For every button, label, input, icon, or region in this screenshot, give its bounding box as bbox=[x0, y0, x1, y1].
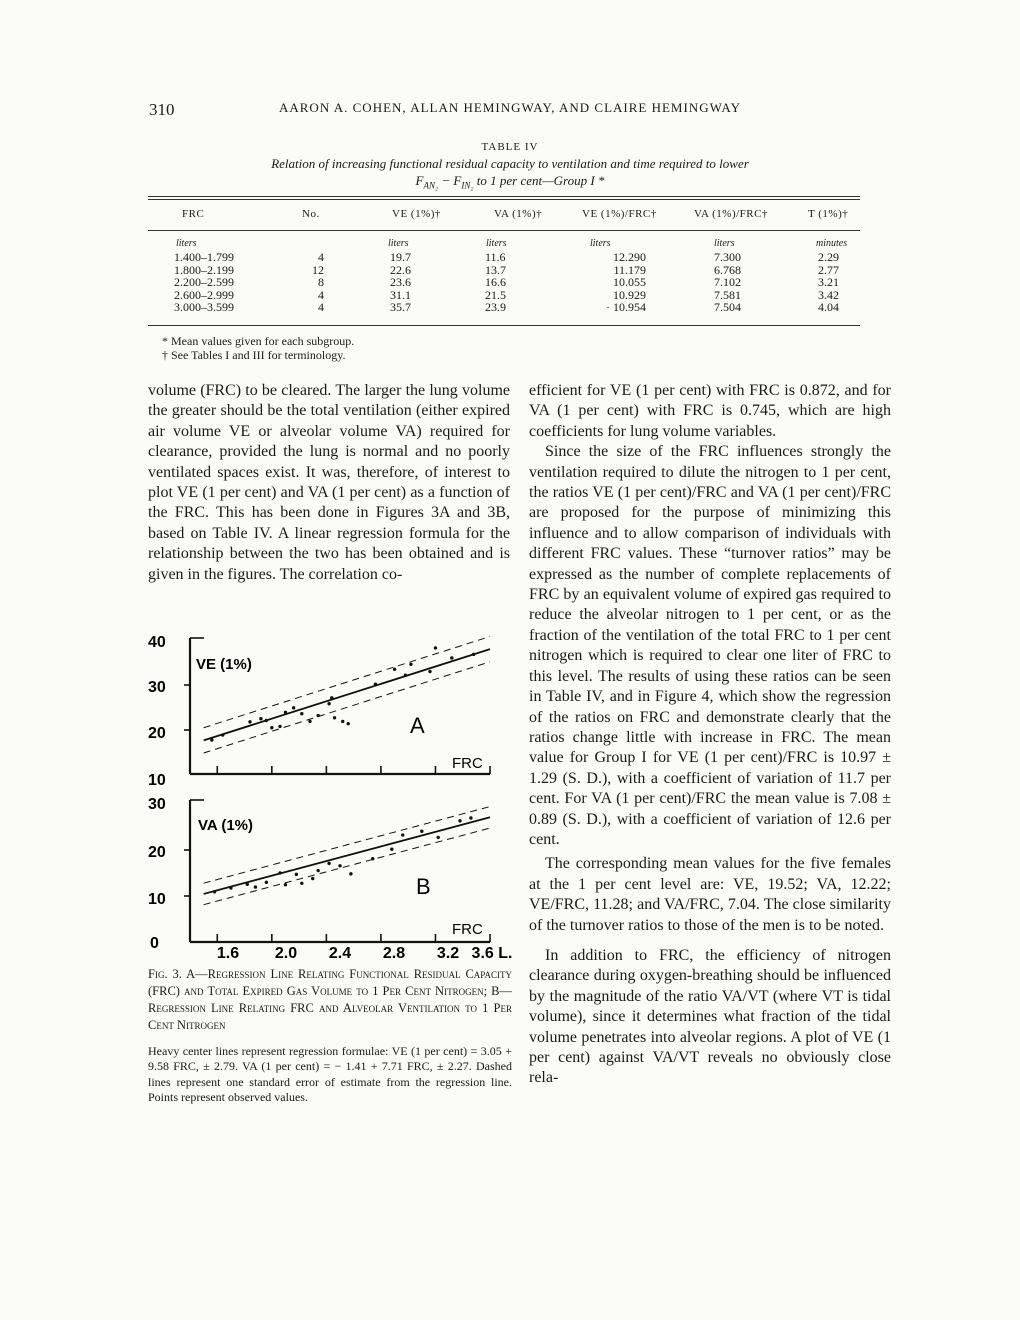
panel-b-point-17 bbox=[420, 830, 423, 833]
panel-b-point-19 bbox=[458, 819, 461, 822]
panel-a-title: VE (1%) bbox=[196, 656, 252, 673]
x-ticklabel-2-4: 2.4 bbox=[328, 945, 352, 958]
right-paragraph-3: The corresponding mean values for the five females at the 1 per cent level are: VE, 19.52; VA, 12.22; VE/FRC, 11.28; and VA/FRC, 7.04. The close similarity of the turnover ratios to those of the men is to be noted. bbox=[529, 855, 891, 934]
panel-b-point-1 bbox=[229, 886, 232, 889]
figure-caption-block bbox=[148, 966, 512, 1105]
panel-a-x-ticks bbox=[217, 766, 490, 774]
col-header-va-frc: VA (1%)/FRC† bbox=[694, 208, 768, 220]
table-footnote-1: * Mean values given for each subgroup. bbox=[162, 334, 355, 348]
unit-va-frc: liters bbox=[714, 238, 735, 249]
left-column-text: volume (FRC) to be cleared. The larger the lung volume the greater should be the total ventilation (either expired air volume VE or alveolar volume VA) required for clearance, provided the lung is normal and no poorly ventilated spaces exist. It was, therefore, of interest to plot VE (1 per cent) and VA (1 per cent) as a function of the FRC. This has been done in Figures 3A and 3B, based on Table IV. A linear regression formula for the relationship between the two has been obtained and is given in the figures. The correlation co- bbox=[148, 382, 510, 583]
panel-a-point-13 bbox=[330, 696, 333, 699]
panel-b-ytick-0: 0 bbox=[150, 935, 159, 952]
panel-a-point-19 bbox=[404, 673, 407, 676]
panel-a-point-21 bbox=[428, 670, 431, 673]
panel-a-ytick-30: 30 bbox=[148, 679, 166, 696]
unit-va: liters bbox=[486, 238, 507, 249]
panel-a-point-22 bbox=[434, 646, 437, 649]
panel-b-point-20 bbox=[469, 816, 472, 819]
col-ve: 19.7 22.6 23.6 31.1 35.7 bbox=[390, 250, 411, 315]
table-header-rule bbox=[148, 230, 860, 231]
panel-b-point-9 bbox=[311, 877, 314, 880]
figure-3 bbox=[148, 628, 516, 958]
panel-a-point-11 bbox=[316, 714, 319, 717]
panel-b-point-10 bbox=[316, 869, 319, 872]
table-label: TABLE IV bbox=[481, 141, 539, 153]
x-ticklabel-3-2: 3.2 bbox=[436, 945, 460, 958]
panel-b-point-6 bbox=[284, 883, 287, 886]
panel-a-point-10 bbox=[308, 720, 311, 723]
panel-b-ytick-30: 30 bbox=[148, 796, 166, 813]
col-header-va: VA (1%)† bbox=[494, 208, 543, 220]
panel-b-xlabel: FRC bbox=[452, 921, 483, 938]
panel-a-point-15 bbox=[341, 720, 344, 723]
table-caption bbox=[200, 156, 820, 194]
panel-a-upper-se-line bbox=[204, 637, 490, 728]
panel-a-point-16 bbox=[346, 722, 349, 725]
col-header-ve: VE (1%)† bbox=[392, 208, 441, 220]
col-header-no: No. bbox=[302, 208, 320, 220]
col-header-frc: FRC bbox=[182, 208, 205, 220]
panel-a-point-1 bbox=[221, 733, 224, 736]
col-va: 11.6 13.7 16.6 21.5 23.9 bbox=[485, 250, 506, 315]
panel-a-point-9 bbox=[300, 712, 303, 715]
panel-b-point-11 bbox=[327, 862, 330, 865]
table-top-rule bbox=[148, 196, 860, 197]
figure-caption: Fig. 3. A—Regression Line Relating Functional Residual Capacity (FRC) and Total Expired Gas Volume to 1 Per Cent Nitrogen; B—Regression Line Relating FRC and Alveolar Ventilation to 1 Per Cent Nitrogen bbox=[148, 967, 512, 1032]
panel-a-ytick-40: 40 bbox=[148, 634, 166, 651]
panel-a-ytick-10: 10 bbox=[148, 772, 166, 789]
unit-frc: liters bbox=[176, 238, 197, 249]
table-caption-line1: Relation of increasing functional residual capacity to ventilation and time required to lower bbox=[271, 156, 749, 171]
panel-a-point-2 bbox=[248, 720, 251, 723]
panel-a-point-14 bbox=[333, 716, 336, 719]
panel-a-point-3 bbox=[259, 717, 262, 720]
col-header-t: T (1%)† bbox=[808, 208, 849, 220]
panel-a-point-0 bbox=[210, 738, 213, 741]
panel-b-point-2 bbox=[246, 883, 249, 886]
figure-note: Heavy center lines represent regression formulae: VE (1 per cent) = 3.05 + 9.58 FRC, ± 2.79. VA (1 per cent) = − 1.41 + 7.71 FRC, ± 2.27. Dashed lines represent one standard error of estimate from the regression line. Points represent observed values. bbox=[148, 1044, 512, 1104]
panel-b-point-16 bbox=[401, 833, 404, 836]
unit-t: minutes bbox=[816, 238, 848, 249]
panel-a-ytick-20: 20 bbox=[148, 725, 166, 742]
right-paragraph-4: In addition to FRC, the efficiency of nitrogen clearance during oxygen-breathing should be influenced by the magnitude of the ratio VA/VT (where VT is tidal volume), since it determines what fraction of the tidal volume penetrates into alveolar regions. A plot of VE (1 per cent) against VA/VT reveals no obviously close rela- bbox=[529, 946, 891, 1087]
table-bottom-rule bbox=[148, 325, 860, 326]
right-column-text bbox=[529, 381, 891, 1089]
panel-a-point-5 bbox=[270, 726, 273, 729]
col-ve-frc: 12.290 11.179 10.055 10.929 · 10.954 bbox=[606, 250, 646, 315]
right-paragraph-1: efficient for VE (1 per cent) with FRC is 0.872, and for VA (1 per cent) with FRC is 0.745, which are high coefficients for lung volume variables. bbox=[529, 382, 891, 440]
col-frc: 1.400–1.799 1.800–2.199 2.200–2.599 2.600–2.999 3.000–3.599 bbox=[174, 250, 234, 315]
x-ticklabel-1-6: 1.6 bbox=[216, 945, 240, 958]
panel-a-point-8 bbox=[292, 706, 295, 709]
panel-b-point-7 bbox=[295, 873, 298, 876]
col-va-frc: 7.300 6.768 7.102 7.581 7.504 bbox=[714, 250, 741, 315]
panel-b-ytick-10: 10 bbox=[148, 891, 166, 908]
panel-a-point-23 bbox=[450, 656, 453, 659]
col-no: 4 12 8 4 4 bbox=[312, 250, 324, 315]
col-header-ve-frc: VE (1%)/FRC† bbox=[582, 208, 657, 220]
x-ticklabel-2-8: 2.8 bbox=[382, 945, 406, 958]
panel-b-point-8 bbox=[300, 882, 303, 885]
table-top-rule-2 bbox=[148, 199, 860, 200]
panel-b-point-5 bbox=[278, 871, 281, 874]
panel-a-point-17 bbox=[374, 683, 377, 686]
panel-b-point-18 bbox=[436, 836, 439, 839]
table-footnote-2: † See Tables I and III for terminology. bbox=[162, 348, 346, 362]
panel-b-ytick-20: 20 bbox=[148, 844, 166, 861]
unit-ve: liters bbox=[388, 238, 409, 249]
panel-b-point-13 bbox=[349, 872, 352, 875]
panel-a-label: A bbox=[410, 713, 425, 738]
panel-b-title: VA (1%) bbox=[198, 817, 254, 834]
panel-a-point-20 bbox=[409, 663, 412, 666]
panel-b-point-3 bbox=[254, 885, 257, 888]
table-caption-line2: $F_{AN_2} - F_{IN_2}$ to 1 per cent—Group I * bbox=[415, 173, 605, 191]
panel-a-point-24 bbox=[472, 653, 475, 656]
panel-b-label: B bbox=[416, 874, 431, 899]
col-t: 2.29 2.77 3.21 3.42 4.04 bbox=[818, 250, 839, 315]
panel-a-point-18 bbox=[393, 668, 396, 671]
panel-b-point-14 bbox=[371, 857, 374, 860]
panel-a-point-7 bbox=[284, 711, 287, 714]
panel-b-point-4 bbox=[265, 881, 268, 884]
panel-b-point-12 bbox=[338, 864, 341, 867]
panel-a-lower-se-line bbox=[204, 662, 490, 753]
x-ticklabel-3-6: 3.6 L. bbox=[471, 945, 513, 958]
running-head: AARON A. COHEN, ALLAN HEMINGWAY, AND CLAIRE HEMINGWAY bbox=[278, 100, 742, 115]
panel-a-point-12 bbox=[327, 702, 330, 705]
page-number: 310 bbox=[149, 100, 175, 119]
unit-ve-frc: liters bbox=[590, 238, 611, 249]
panel-a-point-4 bbox=[265, 719, 268, 722]
panel-b-point-0 bbox=[213, 890, 216, 893]
panel-a-xlabel: FRC bbox=[452, 755, 483, 772]
panel-b-lower-se-line bbox=[204, 828, 490, 905]
panel-b-point-15 bbox=[390, 848, 393, 851]
panel-a-point-6 bbox=[278, 725, 281, 728]
right-paragraph-2: Since the size of the FRC influences strongly the ventilation required to dilute the nitrogen to 1 per cent, the ratios VE (1 per cent)/FRC and VA (1 per cent)/FRC are proposed for the purpose of minimizing this influence and to allow comparison of individuals with different FRC values. These “turnover ratios” may be expressed as the number of complete replacements of FRC by an equivalent volume of expired gas required to reduce the alveolar nitrogen to 1 per cent, or as the fraction of the ventilation of the total FRC to 1 per cent nitrogen which is required to clear one liter of FRC to this level. The results of using these ratios can be seen in Table IV, and in Figure 4, which show the regression of the ratios on FRC and demonstrate clearly that the ratios change little with increase in FRC. The mean value for Group I for VE (1 per cent)/FRC is 10.97 ± 1.29 (S. D.), with a coefficient of variation of 11.7 per cent. For VA (1 per cent)/FRC the mean value is 7.08 ± 0.89 (S. D.), with a coefficient of variation of 12.6 per cent. bbox=[529, 443, 891, 848]
x-ticklabel-2-0: 2.0 bbox=[274, 945, 298, 958]
panel-b-x-ticks bbox=[217, 934, 490, 942]
